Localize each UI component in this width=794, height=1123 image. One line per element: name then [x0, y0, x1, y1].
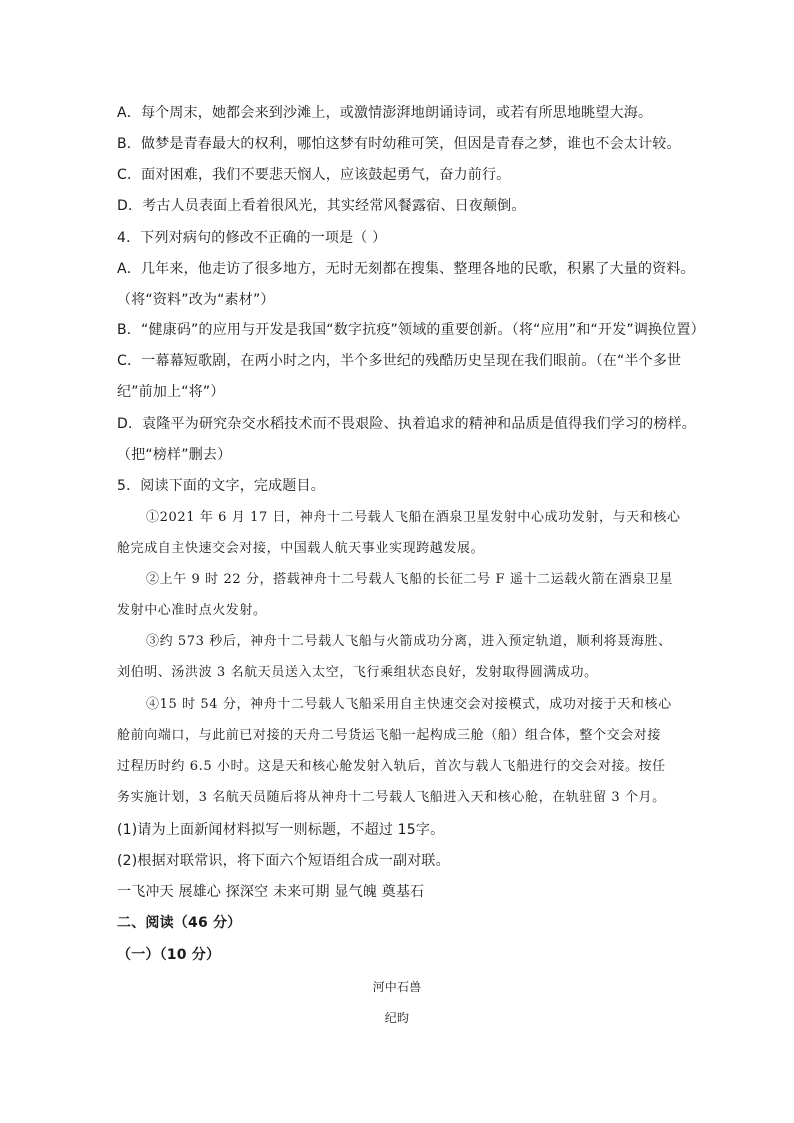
article-title: 河中石兽 [372, 980, 422, 994]
q4-option-c: C．一幕幕短歌剧，在两小时之内，半个多世纪的残酷历史呈现在我们眼前。（在“半个多世 [117, 353, 682, 369]
q4-option-b: B．“健康码”的应用与开发是我国“数字抗疫”领域的重要创新。（将“应用”和“开发”调换位置） [117, 322, 705, 338]
q4-option-d: D．袁隆平为研究杂交水稻技术而不畏艰险、执着追求的精神和品质是值得我们学习的榜样。 [117, 416, 696, 432]
news-paragraph-3-cont: 刘伯明、汤洪波 3 名航天员送入太空，飞行乘组状态良好，发射取得圆满成功。 [117, 665, 598, 680]
q4-stem: 4．下列对病句的修改不正确的一项是（ ） [117, 230, 387, 246]
q5-subquestion-1: (1)请为上面新闻材料拟写一则标题，不超过 15字。 [117, 822, 445, 838]
q4-option-a: A．几年来，他走访了很多地方，无时无刻都在搜集、整理各地的民歌，积累了大量的资料。 [117, 261, 695, 277]
q3-option-d: D．考古人员表面上看着很风光，其实经常风餐露宿、日夜颠倒。 [117, 198, 526, 214]
news-paragraph-4-cont1: 舱前向端口，与此前已对接的天舟二号货运飞船一起构成三舱（船）组合体，整个交会对接 [117, 728, 662, 743]
news-paragraph-4-cont3: 务实施计划，3 名航天员随后将从神舟十二号载人飞船进入天和核心舱，在轨驻留 3 个月。 [117, 790, 666, 805]
news-paragraph-3: ③约 573 秒后，神舟十二号载人飞船与火箭成功分离，进入预定轨道，顺利将聂海胜、 [146, 634, 672, 649]
q4-option-c-note: 纪”前加上“将”） [117, 384, 225, 400]
news-paragraph-1: ①2021 年 6 月 17 日，神舟十二号载人飞船在酒泉卫星发射中心成功发射，与天和核心 [146, 510, 681, 525]
q4-option-a-note: （将“资料”改为“素材”） [117, 292, 275, 308]
couplet-phrases: 一飞冲天 展雄心 探深空 未来可期 显气魄 奠基石 [117, 884, 425, 900]
news-paragraph-2: ②上午 9 时 22 分，搭载神舟十二号载人飞船的长征二号 F 遥十二运载火箭在酒泉卫星 [146, 572, 674, 587]
news-paragraph-4: ④15 时 54 分，神舟十二号载人飞船采用自主快速交会对接模式，成功对接于天和核心 [146, 697, 672, 712]
news-paragraph-2-cont: 发射中心准时点火发射。 [117, 603, 267, 618]
news-paragraph-1-cont: 舱完成自主快速交会对接，中国载人航天事业实现跨越发展。 [117, 541, 485, 556]
q3-option-a: A．每个周末，她都会来到沙滩上，或激情澎湃地朗诵诗词，或若有所思地眺望大海。 [117, 105, 653, 121]
q5-stem: 5．阅读下面的文字，完成题目。 [117, 478, 325, 494]
q5-subquestion-2: (2)根据对联常识，将下面六个短语组合成一副对联。 [117, 853, 450, 869]
article-author: 纪昀 [384, 1011, 410, 1025]
news-paragraph-4-cont2: 过程历时约 6.5 小时。这是天和核心舱发射入轨后，首次与载人飞船进行的交会对接。按任 [117, 759, 666, 774]
q3-option-c: C．面对困难，我们不要悲天悯人，应该鼓起勇气，奋力前行。 [117, 167, 511, 183]
subsection-heading: （一）（10 分） [117, 947, 221, 963]
section-heading: 二、阅读（46 分） [117, 915, 242, 931]
q3-option-b: B．做梦是青春最大的权利，哪怕这梦有时幼稚可笑，但因是青春之梦，谁也不会太计较。 [117, 136, 681, 152]
q4-option-d-note: （把“榜样”删去） [117, 447, 232, 463]
